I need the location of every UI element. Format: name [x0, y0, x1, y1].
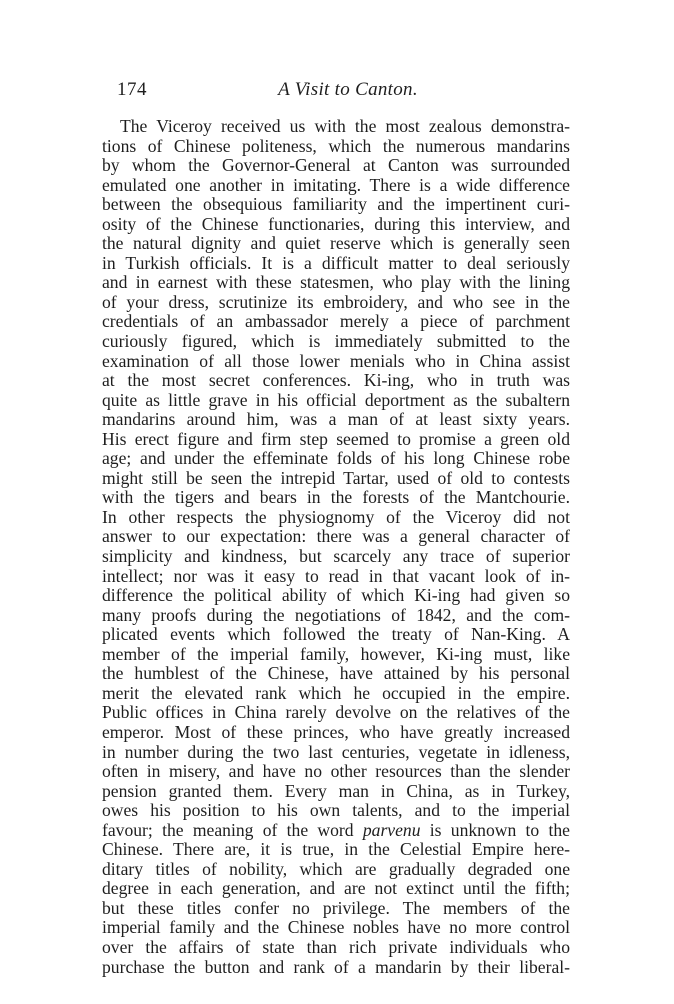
page-header: [117, 79, 579, 107]
text-line: between the obsequious familiarity and the impertinent curi-: [102, 194, 570, 215]
text-line: examination of all those lower menials who in China assist: [102, 350, 570, 371]
text-line: many proofs during the negotiations of 1842, and the com-: [102, 604, 570, 625]
text-line: His erect figure and firm step seemed to promise a green old: [102, 428, 570, 449]
text-line: imperial family and the Chinese nobles have no more control: [102, 917, 570, 938]
text-line: age; and under the effeminate folds of his long Chinese robe: [102, 448, 570, 469]
text-line: intellect; nor was it easy to read in that vacant look of in-: [102, 565, 570, 586]
text-line: might still be seen the intrepid Tartar, used of old to contests: [102, 467, 570, 488]
text-line: Chinese. There are, it is true, in the Celestial Empire here-: [102, 839, 570, 860]
text-line: plicated events which followed the treaty of Nan-King. A: [102, 624, 570, 645]
text-line: of your dress, scrutinize its embroidery, and who see in the: [102, 291, 570, 312]
text-line: answer to our expectation: there was a general character of: [102, 526, 570, 547]
text-line: merit the elevated rank which he occupied in the empire.: [102, 682, 570, 703]
text-line: and in earnest with these statesmen, who play with the lining: [102, 272, 570, 293]
text-line: mandarins around him, was a man of at least sixty years.: [102, 409, 570, 430]
text-fragment: favour; the meaning of the word: [102, 819, 363, 840]
text-line: Public offices in China rarely devolve on the relatives of the: [102, 702, 570, 723]
text-line: tions of Chinese politeness, which the numerous mandarins: [102, 135, 570, 156]
text-line: by whom the Governor-General at Canton was surrounded: [102, 155, 570, 176]
text-line: quite as little grave in his official deportment as the subaltern: [102, 389, 570, 410]
text-line: difference the political ability of which Ki-ing had given so: [102, 585, 570, 606]
text-line: osity of the Chinese functionaries, during this interview, and: [102, 213, 570, 234]
text-line: but these titles confer no privilege. The members of the: [102, 897, 570, 918]
text-line: simplicity and kindness, but scarcely any trace of superior: [102, 546, 570, 567]
text-line: emperor. Most of these princes, who have greatly increased: [102, 721, 570, 742]
text-line: in number during the two last centuries, vegetate in idleness,: [102, 741, 570, 762]
text-line: emulated one another in imitating. There is a wide difference: [102, 174, 570, 195]
text-line: often in misery, and have no other resources than the slender: [102, 761, 570, 782]
text-line: in Turkish officials. It is a difficult matter to deal seriously: [102, 252, 570, 273]
text-line: credentials of an ambassador merely a piece of parchment: [102, 311, 570, 332]
text-line: degree in each generation, and are not extinct until the fifth;: [102, 878, 570, 899]
text-line-with-italic: [102, 821, 570, 841]
text-line: The Viceroy received us with the most zealous demonstra-: [120, 116, 570, 136]
body-text: [102, 117, 570, 977]
text-line: purchase the button and rank of a mandarin by their liberal-: [102, 956, 570, 977]
text-line: with the tigers and bears in the forests of the Mantchourie.: [102, 487, 570, 508]
text-line: member of the imperial family, however, Ki-ing must, like: [102, 643, 570, 664]
text-line: over the affairs of state than rich private individuals who: [102, 936, 570, 957]
text-line: at the most secret conferences. Ki-ing, who in truth was: [102, 370, 570, 391]
italic-word: parvenu: [362, 819, 421, 840]
text-line: pension granted them. Every man in China, as in Turkey,: [102, 780, 570, 801]
text-line: the natural dignity and quiet reserve which is generally seen: [102, 233, 570, 254]
running-title: A Visit to Canton.: [278, 79, 418, 100]
text-line: ditary titles of nobility, which are gradually degraded one: [102, 858, 570, 879]
text-line: the humblest of the Chinese, have attained by his personal: [102, 663, 570, 684]
text-line: owes his position to his own talents, and to the imperial: [102, 800, 570, 821]
page-number: 174: [117, 79, 147, 100]
text-fragment: is unknown to the: [420, 819, 570, 840]
text-line: curiously figured, which is immediately submitted to the: [102, 331, 570, 352]
text-line: In other respects the physiognomy of the Viceroy did not: [102, 506, 570, 527]
